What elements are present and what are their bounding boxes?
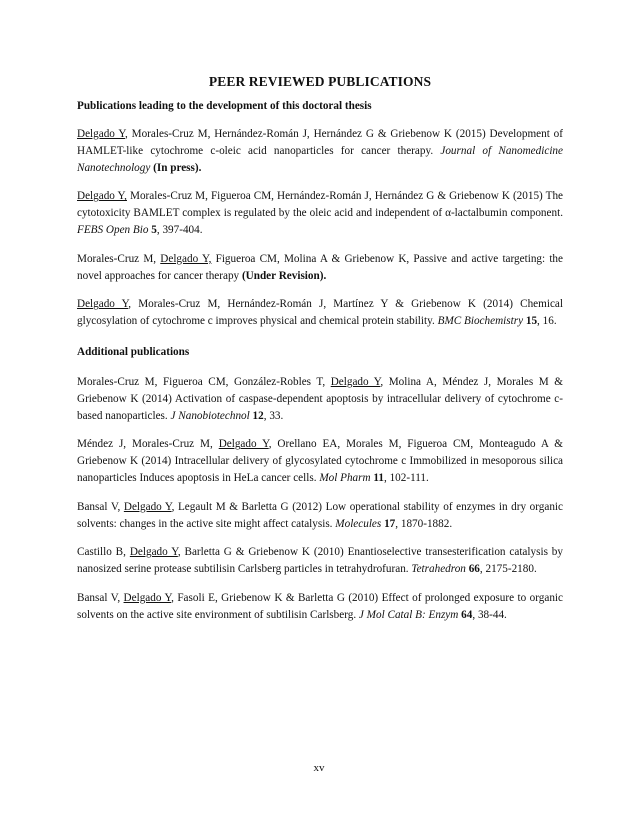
citation-text: Figueroa CM, Molina A & Griebenow K, Passive and active targeting: the novel approaches for cancer therapy [77,252,563,282]
publication-entry [77,126,563,176]
pages: , 397-404. [156,223,203,236]
citation-authors-before: Morales-Cruz M, Figueroa CM, González-Robles T, [77,375,331,388]
volume: 64 [461,608,473,621]
publication-entry [77,590,563,624]
journal-name: Tetrahedron [411,563,466,576]
journal-name: FEBS Open Bio [77,223,149,236]
page-title: PEER REVIEWED PUBLICATIONS [208,74,432,89]
publication-entry [77,499,563,533]
author-highlight: Delgado Y [218,438,269,451]
citation-text: Morales-Cruz M, Figueroa CM, Hernández-Román J, Hernández G & Griebenow K (2015) The cytotoxicity BAMLET complex is regulated by the oleic acid and independent of α-lactalbumin component. [77,190,563,220]
document-page [77,74,563,636]
volume: 66 [468,563,480,576]
volume: 15 [525,315,538,328]
citation-text: , Fasoli E, Griebenow K & Barletta G (2010) Effect of prolonged exposure to organic solvents on the active site environment of subtilisin Carlsberg. [77,591,563,621]
section-heading-thesis-publications: Publications leading to the development of this doctoral thesis [77,100,372,112]
pages: , 33. [263,409,284,422]
author-highlight: Delgado Y [123,591,172,604]
citation-text: , Morales-Cruz M, Hernández-Román J, Hernández G & Griebenow K (2015) Development of HAMLET-like cytochrome c-oleic acid nanoparticles for cancer therapy. [77,128,563,157]
volume: 12 [252,409,264,422]
pages: , 102-111. [383,471,429,484]
author-highlight: Delgado Y [77,298,129,311]
author-highlight: Delgado Y, [77,190,127,203]
publication-entry [77,296,563,330]
journal-name: BMC Biochemistry [437,315,524,328]
publication-entry [77,544,563,578]
author-highlight: Delgado Y [330,375,381,388]
citation-authors-before: Castillo B, [77,546,130,559]
journal-name: Journal of Nanomedicine Nanotechnology [77,144,563,174]
citation-text: , Legault M & Barletta G (2012) Low operational stability of enzymes in dry organic solvents: changes in the active site might affect catalysis. [77,500,563,530]
citation-text: , Morales-Cruz M, Hernández-Román J, Martínez Y & Griebenow K (2014) Chemical glycosylation of cytochrome c improves physical and chemical protein stability. [77,298,563,328]
citation-authors-before: Bansal V, [77,500,124,513]
journal-name: J Nanobiotechnol [170,409,250,422]
author-highlight: Delgado Y [129,546,178,559]
citation-text: , Molina A, Méndez J, Morales M & Griebenow K (2014) Activation of caspase-dependent apoptosis by intracellular delivery of cytochrome c-based nanoparticles. [77,375,563,422]
publication-entry [77,188,563,238]
citation-text: , Orellano EA, Morales M, Figueroa CM, Monteagudo A & Griebenow K (2014) Intracellular delivery of glycosylated cytochrome c Immobilized in mesoporous silica nanoparticles Induces apoptosis in HeLa cancer cells. [77,438,563,484]
author-highlight: Delgado Y, [160,252,212,265]
publication-entry [77,251,563,285]
citation-text: , Barletta G & Griebenow K (2010) Enantioselective transesterification catalysis by nanosized serine protease subtilisin Carlsberg particles in tetrahydrofuran. [77,546,563,576]
publication-entry [77,374,563,424]
publication-entry [77,436,563,486]
citation-authors-before: Morales-Cruz M, [77,252,161,265]
pages: , 16. [537,315,557,328]
journal-name: Molecules [335,517,382,530]
author-highlight: Delgado Y [123,500,172,513]
publication-status: (In press). [153,161,202,174]
page-number: xv [313,762,325,774]
section-heading-additional-publications: Additional publications [77,345,190,358]
journal-name: Mol Pharm [319,471,371,484]
citation-authors-before: Méndez J, Morales-Cruz M, [77,438,219,451]
citation-authors-before: Bansal V, [77,591,124,604]
volume: 11 [373,471,384,484]
publication-status: (Under Revision). [241,269,327,282]
journal-name: J Mol Catal B: Enzym [358,608,459,621]
author-highlight: Delgado Y [77,128,125,140]
pages: , 2175-2180. [479,563,537,576]
volume: 5 [151,223,157,236]
pages: , 1870-1882. [395,517,453,530]
volume: 17 [384,517,396,530]
pages: , 38-44. [472,608,507,621]
